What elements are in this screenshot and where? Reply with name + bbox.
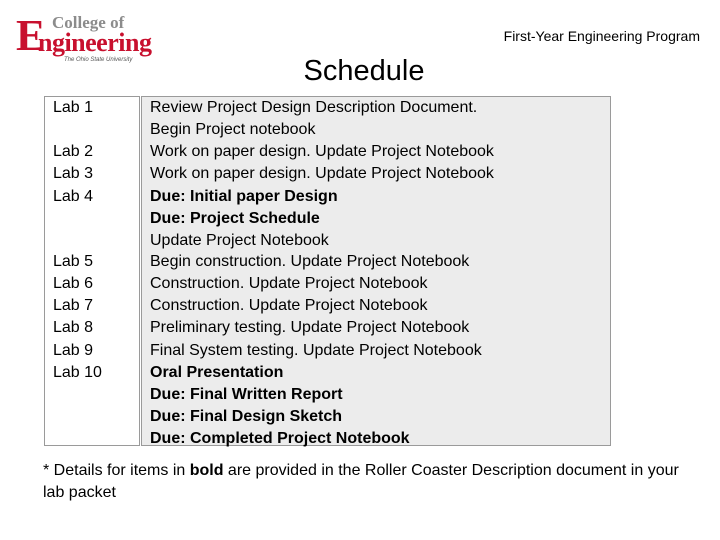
description-line: Begin construction. Update Project Notebook xyxy=(150,253,470,270)
logo-college-of: College of xyxy=(52,13,125,32)
lab-label: Lab 9 xyxy=(53,342,94,359)
lab-label: Lab 6 xyxy=(53,275,94,292)
lab-label: Lab 8 xyxy=(53,319,94,336)
description-line: Work on paper design. Update Project Notebook xyxy=(150,143,494,160)
program-name: First-Year Engineering Program xyxy=(503,28,700,44)
description-line: Update Project Notebook xyxy=(150,232,329,249)
lab-label: Lab 4 xyxy=(53,188,94,205)
description-line-due: Due: Final Written Report xyxy=(150,386,343,403)
description-line: Construction. Update Project Notebook xyxy=(150,275,428,292)
labs-column xyxy=(44,96,140,446)
footnote-text-1: * Details for items in xyxy=(43,462,190,479)
lab-label: Lab 3 xyxy=(53,165,94,182)
description-line: Work on paper design. Update Project Notebook xyxy=(150,165,494,182)
lab-label: Lab 10 xyxy=(53,364,102,381)
footnote xyxy=(43,460,683,504)
description-line-due: Oral Presentation xyxy=(150,364,284,381)
description-line-due: Due: Final Design Sketch xyxy=(150,408,343,425)
footnote-bold-word: bold xyxy=(189,462,224,479)
description-line: Begin Project notebook xyxy=(150,121,316,138)
footnote-text-2: are provided in the Roller Coaster Description document in your lab packet xyxy=(43,462,679,501)
description-line: Construction. Update Project Notebook xyxy=(150,297,428,314)
lab-label: Lab 2 xyxy=(53,143,94,160)
description-line: Preliminary testing. Update Project Notebook xyxy=(150,319,470,336)
lab-label: Lab 5 xyxy=(53,253,94,270)
description-line-due: Due: Completed Project Notebook xyxy=(150,430,410,447)
logo-engineering: ngineering xyxy=(38,28,152,57)
logo-letter-e: E xyxy=(16,11,46,60)
description-line: Review Project Design Description Document. xyxy=(150,99,478,116)
page-title: Schedule xyxy=(303,55,425,87)
description-line-due: Due: Project Schedule xyxy=(150,210,320,227)
logo-osu: The Ohio State University xyxy=(64,57,133,63)
lab-label: Lab 7 xyxy=(53,297,94,314)
descriptions-column xyxy=(141,96,611,446)
description-line-due: Due: Initial paper Design xyxy=(150,188,338,205)
college-of-engineering-logo xyxy=(16,11,168,63)
lab-label: Lab 1 xyxy=(53,99,94,116)
description-line: Final System testing. Update Project Notebook xyxy=(150,342,482,359)
